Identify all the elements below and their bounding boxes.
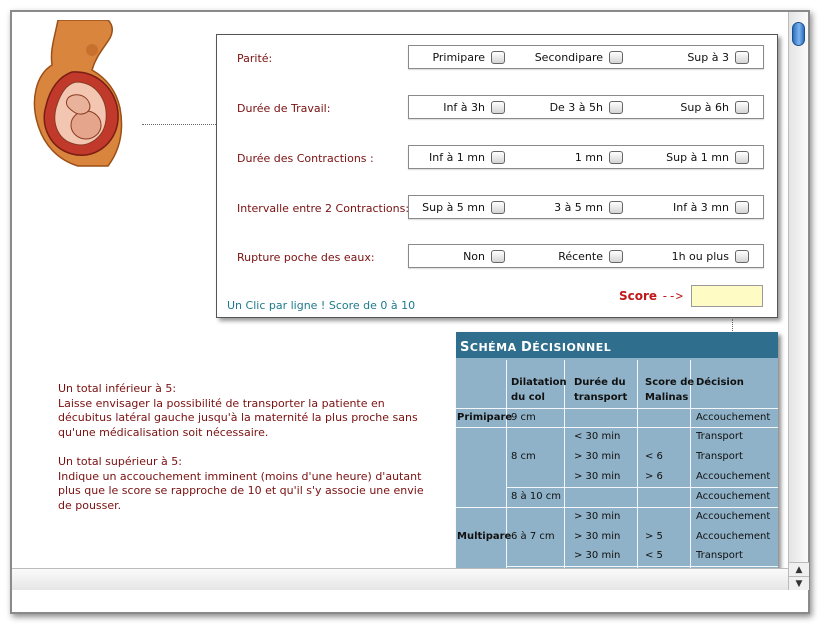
score-label [619, 289, 683, 303]
column-divider [637, 360, 638, 580]
checkbox[interactable] [491, 151, 505, 164]
app-window [10, 10, 810, 614]
checkbox[interactable] [491, 101, 505, 114]
row-divider [506, 566, 778, 567]
membrane-rupture-row [217, 244, 777, 274]
group-multipare: Multipare [457, 531, 512, 542]
cell-score: > 5 [645, 531, 663, 542]
page-content [12, 12, 788, 590]
contraction-interval-label: Intervalle entre 2 Contractions: [237, 202, 410, 215]
option-label: Secondipare [534, 51, 603, 64]
checkbox[interactable] [735, 51, 749, 64]
cell-duree: > 30 min [574, 531, 621, 542]
contraction-interval-row [217, 195, 777, 225]
scroll-down-arrow-icon[interactable]: ▼ [789, 576, 809, 590]
decision-schema-title: SCHÉMA DÉCISIONNEL [456, 332, 778, 358]
cell-decision: Transport [696, 451, 743, 462]
header-duree-line1: Durée du [574, 377, 626, 388]
cell-score: < 5 [645, 550, 663, 561]
option-inf-3h[interactable] [413, 100, 505, 116]
instruction-hint: Un Clic par ligne ! Score de 0 à 10 [227, 299, 416, 312]
high-score-text: Indique un accouchement imminent (moins d'une heure) d'autant plus que le score se rapproche de 10 et qu'il s'y associe une envie de pousser. [58, 469, 424, 512]
cell-score: > 6 [645, 471, 663, 482]
vertical-scrollbar[interactable] [788, 12, 808, 590]
cell-dilatation: 6 à 7 cm [511, 531, 555, 542]
cell-decision: Accouchement [696, 412, 771, 423]
scroll-up-arrow-icon[interactable]: ▲ [789, 562, 809, 576]
row-divider [506, 487, 778, 488]
low-score-text: Laisse envisager la possibilité de transporter la patiente en décubitus latéral gauche jusqu'à la maternité la plus proche sans qu'une médicalisation soit nécessaire. [58, 396, 418, 439]
checkbox[interactable] [735, 250, 749, 263]
parity-row [217, 45, 777, 75]
cell-decision: Accouchement [696, 491, 771, 502]
labor-duration-label: Durée de Travail: [237, 102, 331, 115]
cell-decision: Accouchement [696, 511, 771, 522]
option-inf-1mn[interactable] [413, 150, 505, 166]
option-sup-a-3[interactable] [649, 50, 749, 66]
cell-dilatation: 8 à 10 cm [511, 491, 561, 502]
cell-decision: Transport [696, 550, 743, 561]
header-dilatation-line1: Dilatation [511, 377, 567, 388]
cell-duree: > 30 min [574, 550, 621, 561]
cell-decision: Transport [696, 431, 743, 442]
option-non[interactable] [413, 249, 505, 265]
high-score-title: Un total supérieur à 5: [58, 454, 182, 468]
high-score-note [58, 455, 428, 513]
interpretation-notes [58, 382, 428, 528]
header-duree-line2: transport [574, 392, 628, 403]
cell-duree: > 30 min [574, 471, 621, 482]
option-3-5mn[interactable] [519, 200, 623, 216]
option-sup-5mn[interactable] [413, 200, 505, 216]
column-divider [690, 360, 691, 580]
low-score-note [58, 382, 428, 440]
checkbox[interactable] [735, 201, 749, 214]
option-recente[interactable] [519, 249, 623, 265]
cell-duree: > 30 min [574, 451, 621, 462]
illustration-connector [142, 124, 218, 125]
cell-dilatation: 8 cm [511, 451, 536, 462]
score-arrow: --> [661, 289, 683, 303]
option-1h-ou-plus[interactable] [649, 249, 749, 265]
pregnancy-illustration [28, 20, 138, 168]
option-sup-1mn[interactable] [649, 150, 749, 166]
header-score-line2: Malinas [645, 392, 689, 403]
column-divider [564, 360, 565, 580]
header-decision: Décision [696, 377, 744, 388]
group-primipare: Primipare [457, 412, 513, 423]
option-label: 3 à 5 mn [554, 201, 603, 214]
option-3-5h[interactable] [519, 100, 623, 116]
checkbox[interactable] [609, 201, 623, 214]
checkbox[interactable] [491, 250, 505, 263]
checkbox[interactable] [491, 201, 505, 214]
option-label: 1h ou plus [671, 250, 729, 263]
scroll-thumb[interactable] [792, 22, 805, 46]
cell-decision: Accouchement [696, 531, 771, 542]
option-label: Inf à 3h [443, 101, 485, 114]
parity-options [408, 45, 764, 69]
header-dilatation-line2: du col [511, 392, 545, 403]
option-label: Sup à 5 mn [422, 201, 485, 214]
option-label: Primipare [432, 51, 485, 64]
cell-dilatation: 9 cm [511, 412, 536, 423]
header-score-line1: Score de [645, 377, 695, 388]
checkbox[interactable] [609, 250, 623, 263]
option-1mn[interactable] [519, 150, 623, 166]
column-divider [506, 360, 507, 580]
low-score-title: Un total inférieur à 5: [58, 382, 177, 395]
labor-duration-options [408, 95, 764, 119]
option-label: Sup à 3 [687, 51, 729, 64]
checkbox[interactable] [735, 151, 749, 164]
table-connector [732, 319, 733, 333]
contraction-duration-label: Durée des Contractions : [237, 152, 374, 165]
malinas-score-form [216, 34, 778, 318]
membrane-rupture-label: Rupture poche des eaux: [237, 251, 375, 264]
score-label-text: Score [619, 289, 658, 303]
horizontal-scrollbar[interactable] [12, 568, 788, 590]
row-divider [456, 427, 778, 428]
option-label: De 3 à 5h [549, 101, 603, 114]
row-divider [456, 507, 778, 508]
cell-duree: < 30 min [574, 431, 621, 442]
checkbox[interactable] [735, 101, 749, 114]
score-field[interactable] [691, 285, 763, 307]
option-label: Inf à 3 mn [672, 201, 729, 214]
cell-duree: > 30 min [574, 511, 621, 522]
option-label: Sup à 6h [680, 101, 729, 114]
parity-label: Parité: [237, 52, 273, 65]
option-label: Inf à 1 mn [428, 151, 485, 164]
row-divider [456, 408, 778, 409]
checkbox[interactable] [609, 51, 623, 64]
option-label: Sup à 1 mn [666, 151, 729, 164]
contraction-interval-options [408, 195, 764, 219]
cell-decision: Accouchement [696, 471, 771, 482]
option-label: 1 mn [574, 151, 603, 164]
cell-score: < 6 [645, 451, 663, 462]
decision-schema-table [456, 332, 778, 580]
checkbox[interactable] [491, 51, 505, 64]
contraction-duration-options [408, 145, 764, 169]
option-secondipare[interactable] [519, 50, 623, 66]
option-label: Récente [558, 250, 603, 263]
checkbox[interactable] [609, 101, 623, 114]
labor-duration-row [217, 95, 777, 125]
checkbox[interactable] [609, 151, 623, 164]
membrane-rupture-options [408, 244, 764, 268]
option-label: Non [463, 250, 485, 263]
option-sup-6h[interactable] [649, 100, 749, 116]
option-inf-3mn[interactable] [649, 200, 749, 216]
option-primipare[interactable] [413, 50, 505, 66]
contraction-duration-row [217, 145, 777, 175]
